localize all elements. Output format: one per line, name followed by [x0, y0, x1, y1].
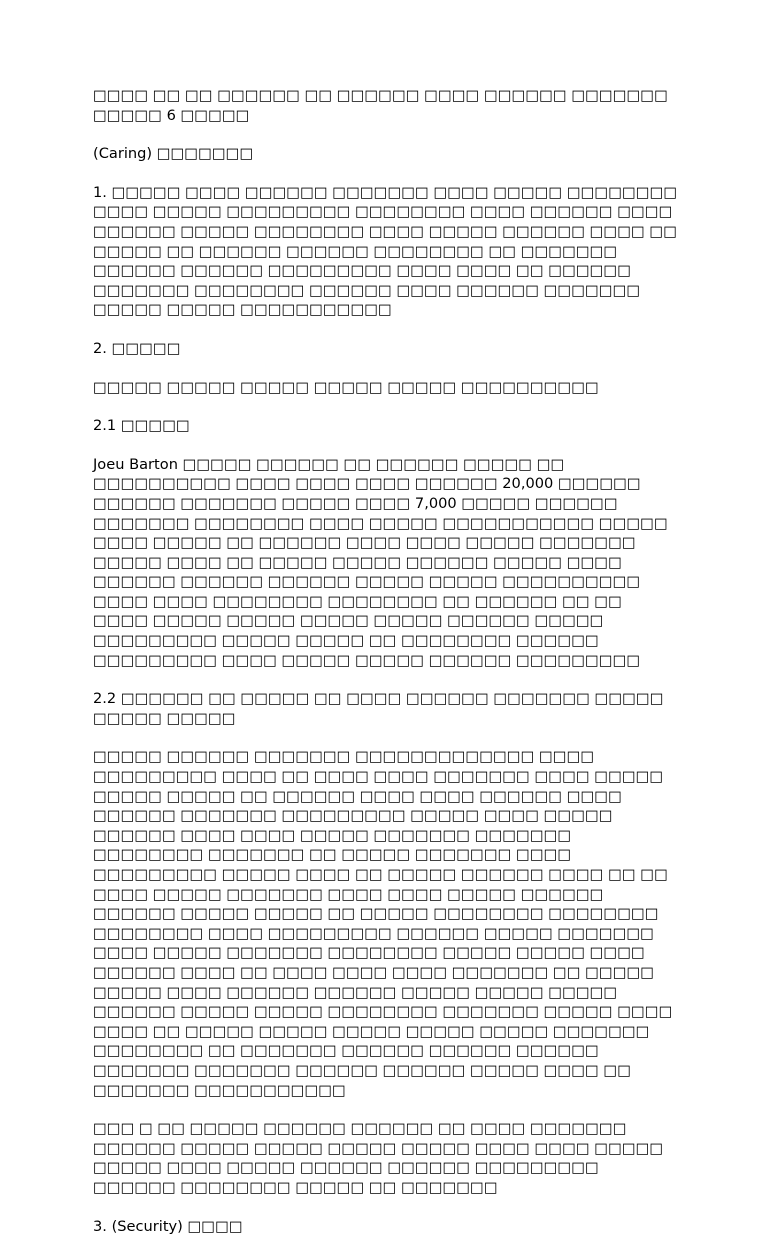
- section-heading-2-2: 2.2 □□□□□□ □□ □□□□□ □□ □□□□ □□□□□□ □□□□□□□ □□□□□ □□□□□ □□□□□: [93, 690, 664, 727]
- section-heading-caring: (Caring) □□□□□□□: [93, 145, 254, 163]
- paragraph-1: 1. □□□□□ □□□□ □□□□□□ □□□□□□□ □□□□ □□□□□ □□□□□□□□ □□□□ □□□□□ □□□□□□□□□ □□□□□□□□ □□□□ □□□□□□ □□□□ □□□□□□ □□□□□ □□□□□□□□ □□□□ □□□□□ □□□□□□ □□□□ □□ □□□□□ □□ □□□□□□ □□□□□□ □□□□□□□□ □□ □□□□□□□ □□□□□□ □□□□□□ □□□□□□□□□ □□□□ □□□□ □□ □□□□□□ □□□□□□□ □□□□□□□□ □□□□□□ □□□□ □□□□□□ □□□□□□□ □□□□□ □□□□□ □□□□□□□□□□□: [93, 183, 678, 319]
- document-title-line: □□□□ □□ □□ □□□□□□ □□ □□□□□□ □□□□ □□□□□□ □□□□□□□ □□□□□ 6 □□□□□: [93, 87, 668, 124]
- section-heading-2-1: 2.1 □□□□□: [93, 417, 190, 435]
- section-heading-3: 3. (Security) □□□□: [93, 1217, 243, 1235]
- section-heading-2: 2. □□□□□: [93, 339, 181, 357]
- paragraph-2-1: Joeu Barton □□□□□ □□□□□□ □□ □□□□□□ □□□□□ □□ □□□□□□□□□□ □□□□ □□□□ □□□□ □□□□□□ 20,000 □□□□□□ □□□□□□ □□□□□□□ □□□□□ □□□□ 7,000 □□□□□ □□□□□□ □□□□□□□ □□□□□□□□ □□□□ □□□□□ □□□□□□□□□□□ □□□□□ □□□□ □□□□□ □□ □□□□□□ □□□□ □□□□ □□□□□ □□□□□□□ □□□□□ □□□□ □□ □□□□□ □□□□□ □□□□□□ □□□□□ □□□□ □□□□□□ □□□□□□ □□□□□□ □□□□□ □□□□□ □□□□□□□□□□ □□□□ □□□□ □□□□□□□□ □□□□□□□□ □□ □□□□□□ □□ □□ □□□□ □□□□□ □□□□□ □□□□□ □□□□□ □□□□□□ □□□□□ □□□□□□□□□ □□□□□ □□□□□ □□ □□□□□□□□ □□□□□□ □□□□□□□□□ □□□□ □□□□□ □□□□□ □□□□□□ □□□□□□□□□: [93, 455, 668, 669]
- paragraph-2-2-b: □□□ □ □□ □□□□□ □□□□□□ □□□□□□ □□ □□□□ □□□□□□□ □□□□□□ □□□□□ □□□□□ □□□□□ □□□□□ □□□□ □□□□ □□□□□ □□□□□ □□□□ □□□□□ □□□□□□ □□□□□□ □□□□□□□□□ □□□□□□ □□□□□□□□ □□□□□ □□ □□□□□□□: [93, 1120, 664, 1196]
- paragraph-2-2: □□□□□ □□□□□□ □□□□□□□ □□□□□□□□□□□□□ □□□□ □□□□□□□□□ □□□□ □□ □□□□ □□□□ □□□□□□□ □□□□ □□□□□ □□□□□ □□□□□ □□ □□□□□□ □□□□ □□□□ □□□□□□ □□□□ □□□□□□ □□□□□□□ □□□□□□□□□ □□□□□ □□□□ □□□□□ □□□□□□ □□□□ □□□□ □□□□□ □□□□□□□ □□□□□□□ □□□□□□□□ □□□□□□□ □□ □□□□□ □□□□□□□ □□□□ □□□□□□□□□ □□□□□ □□□□ □□ □□□□□ □□□□□□ □□□□ □□ □□ □□□□ □□□□□ □□□□□□□ □□□□ □□□□ □□□□□ □□□□□□ □□□□□□ □□□□□ □□□□□ □□ □□□□□ □□□□□□□□ □□□□□□□□ □□□□□□□□ □□□□ □□□□□□□□□ □□□□□□ □□□□□ □□□□□□□ □□□□ □□□□□ □□□□□□□ □□□□□□□□ □□□□□ □□□□□ □□□□ □□□□□□ □□□□ □□ □□□□ □□□□ □□□□ □□□□□□□ □□ □□□□□ □□□□□ □□□□ □□□□□□ □□□□□□ □□□□□ □□□□□ □□□□□ □□□□□□ □□□□□ □□□□□ □□□□□□□□ □□□□□□□ □□□□□ □□□□ □□□□ □□ □□□□□ □□□□□ □□□□□ □□□□□ □□□□□ □□□□□□□ □□□□□□□□ □□ □□□□□□□ □□□□□□ □□□□□□ □□□□□□ □□□□□□□ □□□□□□□ □□□□□□ □□□□□□ □□□□□ □□□□ □□ □□□□□□□ □□□□□□□□□□□: [93, 748, 673, 1099]
- document-body: [93, 86, 678, 1255]
- paragraph-2-intro: □□□□□ □□□□□ □□□□□ □□□□□ □□□□□ □□□□□□□□□□: [93, 378, 599, 396]
